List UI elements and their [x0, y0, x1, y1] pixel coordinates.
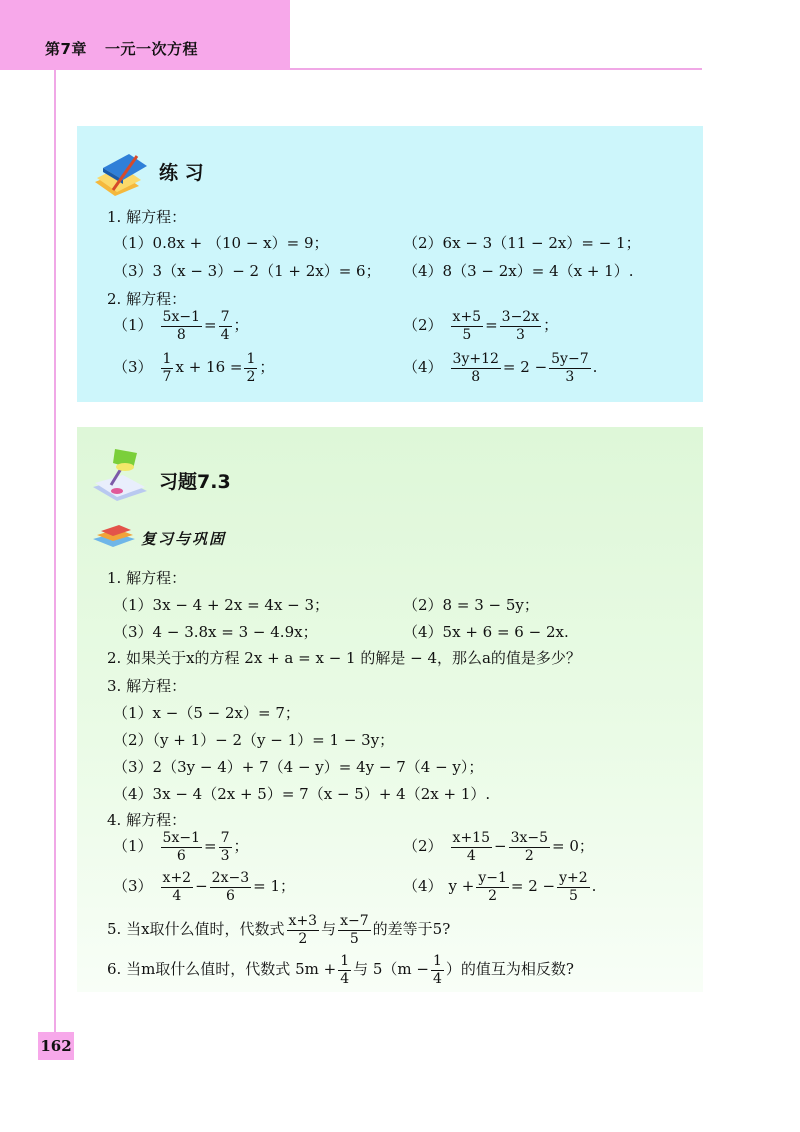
- exercise-q4-label: 4. 解方程：: [107, 811, 187, 829]
- header-rule: [290, 68, 702, 70]
- exercise-q4-equation: （3） $\frac{x+2}{4}$ − $\frac{2x-3}{6}$ = 1；: [113, 870, 296, 904]
- exercise-q2: 2. 如果关于x的方程 2x + a = x − 1 的解是 − 4，那么a的值是多少？: [107, 649, 581, 667]
- exercise-q5: 5. 当x取什么值时，代数式 $\frac{x+3}{2}$ 与 $\frac{x-7}{5}$ 的差等于5?: [107, 913, 451, 947]
- fraction: $\frac{x+2}{4}$: [162, 870, 192, 904]
- item-marker: （3）: [113, 877, 153, 896]
- fraction: $\frac{1}{2}$: [246, 351, 256, 385]
- exercise-q4-equation: （2） $\frac{x+15}{4}$ − $\frac{3x-5}{2}$ = 0；: [403, 830, 594, 864]
- fraction: $\frac{2x-3}{6}$: [211, 870, 250, 904]
- exercise-q3-label: 3. 解方程：: [107, 677, 187, 695]
- fraction: $\frac{y+2}{5}$: [559, 870, 588, 904]
- practice-title: 练 习: [159, 162, 204, 184]
- fraction: $\frac{x+3}{2}$: [288, 913, 318, 947]
- practice-q2-equation: （1） $\frac{5x-1}{8}$ = $\frac{7}{4}$ ；: [113, 309, 249, 343]
- practice-q2-label: 2. 解方程：: [107, 290, 187, 308]
- exercise-q1-label: 1. 解方程：: [107, 569, 187, 587]
- item-marker: （1）: [113, 316, 153, 335]
- chapter-header: [45, 38, 198, 59]
- fraction: $\frac{5x-1}{6}$: [162, 830, 200, 864]
- fraction: $\frac{1}{4}$: [340, 953, 350, 987]
- fraction: $\frac{5y-7}{3}$: [551, 351, 589, 385]
- margin-rule: [54, 70, 56, 1040]
- page-number: 162: [38, 1032, 74, 1060]
- exercise-q4-equation: （4） y + $\frac{y-1}{2}$ = 2 − $\frac{y+2}{5}$ .: [403, 870, 597, 904]
- chapter-header-band: [0, 0, 290, 70]
- exercise-q4-equation: （1） $\frac{5x-1}{6}$ = $\frac{7}{3}$ ；: [113, 830, 249, 864]
- exercise-section: [77, 427, 703, 992]
- item-marker: （4）: [403, 877, 443, 896]
- fraction: $\frac{5x-1}{8}$: [162, 309, 200, 343]
- fraction: $\frac{7}{3}$: [220, 830, 230, 864]
- chapter-title: 一元一次方程: [104, 40, 198, 58]
- practice-q1-item: （1）0.8x + （10 − x）= 9；: [113, 234, 329, 252]
- fraction: $\frac{3y+12}{8}$: [452, 351, 499, 385]
- chapter-number: 第7章: [45, 40, 87, 58]
- exercise-q3-item: （3）2（3y − 4）+ 7（4 − y）= 4y − 7（4 − y）；: [113, 758, 484, 776]
- fraction: $\frac{y-1}{2}$: [478, 870, 507, 904]
- fraction: $\frac{1}{4}$: [432, 953, 442, 987]
- exercise-q1-item: （3）4 − 3.8x = 3 − 4.9x；: [113, 623, 318, 641]
- fraction: $\frac{x+15}{4}$: [452, 830, 490, 864]
- item-marker: （2）: [403, 837, 443, 856]
- exercise-q3-item: （2）（y + 1）− 2（y − 1）= 1 − 3y；: [113, 731, 395, 749]
- practice-q1-item: （3）3（x − 3）− 2（1 + 2x）= 6；: [113, 262, 381, 280]
- item-marker: （4）: [403, 358, 443, 377]
- practice-q2-equation: （3） $\frac{1}{7}$ x + 16 = $\frac{1}{2}$ ；: [113, 351, 275, 385]
- exercise-q1-item: （4）5x + 6 = 6 − 2x.: [403, 623, 569, 641]
- fraction: $\frac{7}{4}$: [220, 309, 230, 343]
- lamp-book-icon: [89, 445, 153, 505]
- practice-q1-item: （2）6x − 3（11 − 2x）= − 1；: [403, 234, 641, 252]
- practice-q1-label: 1. 解方程：: [107, 208, 187, 226]
- exercise-q1-item: （2）8 = 3 − 5y；: [403, 596, 539, 614]
- fraction: $\frac{x-7}{5}$: [340, 913, 369, 947]
- practice-section: [77, 126, 703, 402]
- exercise-q6: 6. 当m取什么值时，代数式 5m + $\frac{1}{4}$ 与 5（m − $\frac{1}{4}$ ）的值互为相反数?: [107, 953, 574, 987]
- practice-q2-equation: （2） $\frac{x+5}{5}$ = $\frac{3-2x}{3}$ ；: [403, 309, 559, 343]
- fraction: $\frac{3-2x}{3}$: [501, 309, 540, 343]
- books-icon: [89, 142, 153, 198]
- exercise-q3-item: （1）x −（5 − 2x）= 7；: [113, 704, 300, 722]
- fraction: $\frac{1}{7}$: [162, 351, 172, 385]
- item-marker: （2）: [403, 316, 443, 335]
- item-marker: （1）: [113, 837, 153, 856]
- fraction: $\frac{x+5}{5}$: [452, 309, 482, 343]
- practice-q2-equation: （4） $\frac{3y+12}{8}$ = 2 − $\frac{5y-7}{3}$ .: [403, 351, 598, 385]
- books-stack-icon: [91, 523, 137, 549]
- fraction: $\frac{3x-5}{2}$: [510, 830, 549, 864]
- exercise-title: 习题7.3: [159, 471, 231, 493]
- item-marker: （3）: [113, 358, 153, 377]
- exercise-q1-item: （1）3x − 4 + 2x = 4x − 3；: [113, 596, 330, 614]
- practice-q1-item: （4）8（3 − 2x）= 4（x + 1）.: [403, 262, 634, 280]
- exercise-q3-item: （4）3x − 4（2x + 5）= 7（x − 5）+ 4（2x + 1）.: [113, 785, 491, 803]
- exercise-subtitle: 复习与巩固: [141, 530, 227, 548]
